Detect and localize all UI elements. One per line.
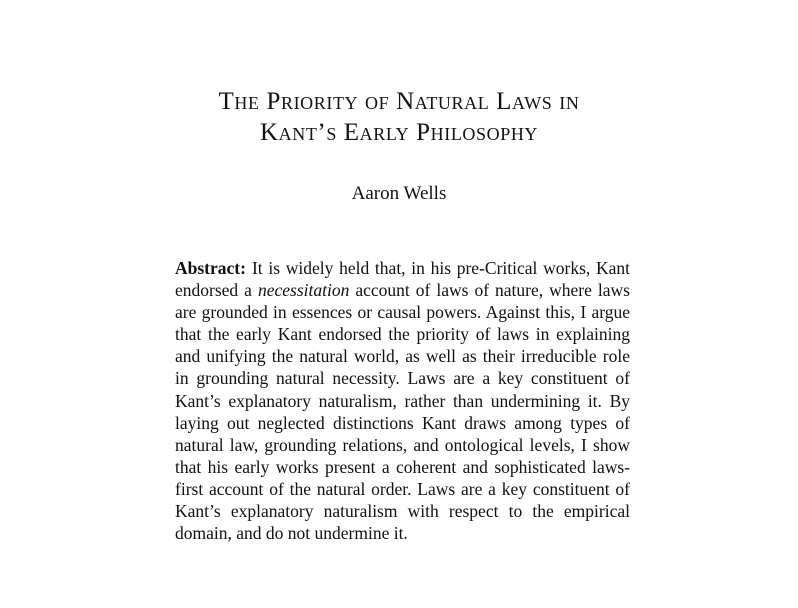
abstract <box>175 257 630 544</box>
paper-title <box>0 86 798 148</box>
title-line-1: The Priority of Natural Laws in <box>218 88 580 115</box>
abstract-emphasis: necessitation <box>257 280 350 301</box>
author-name: Aaron Wells <box>351 183 447 204</box>
abstract-text-part-1: It is widely held that, in his pre-Critical works, Kant endorsed a <box>175 258 630 301</box>
title-line-2: Kant’s Early Philosophy <box>259 119 539 146</box>
abstract-text-part-2: account of laws of nature, where laws are grounded in essences or causal powers. Against this, I argue that the early Kant endorsed the priority of laws in explaining and unifying the natural world, as well as their irreducible role in grounding natural necessity. Laws are a key constituent of Kant’s explanatory naturalism, rather than undermining it. By laying out neglected distinctions Kant draws among types of natural law, grounding relations, and ontological levels, I show that his early works present a coherent and sophisticated laws-first account of the natural order. Laws are a key constituent of Kant’s explanatory naturalism with respect to the empirical domain, and do not undermine it. <box>175 280 630 544</box>
abstract-label: Abstract: <box>175 258 246 278</box>
